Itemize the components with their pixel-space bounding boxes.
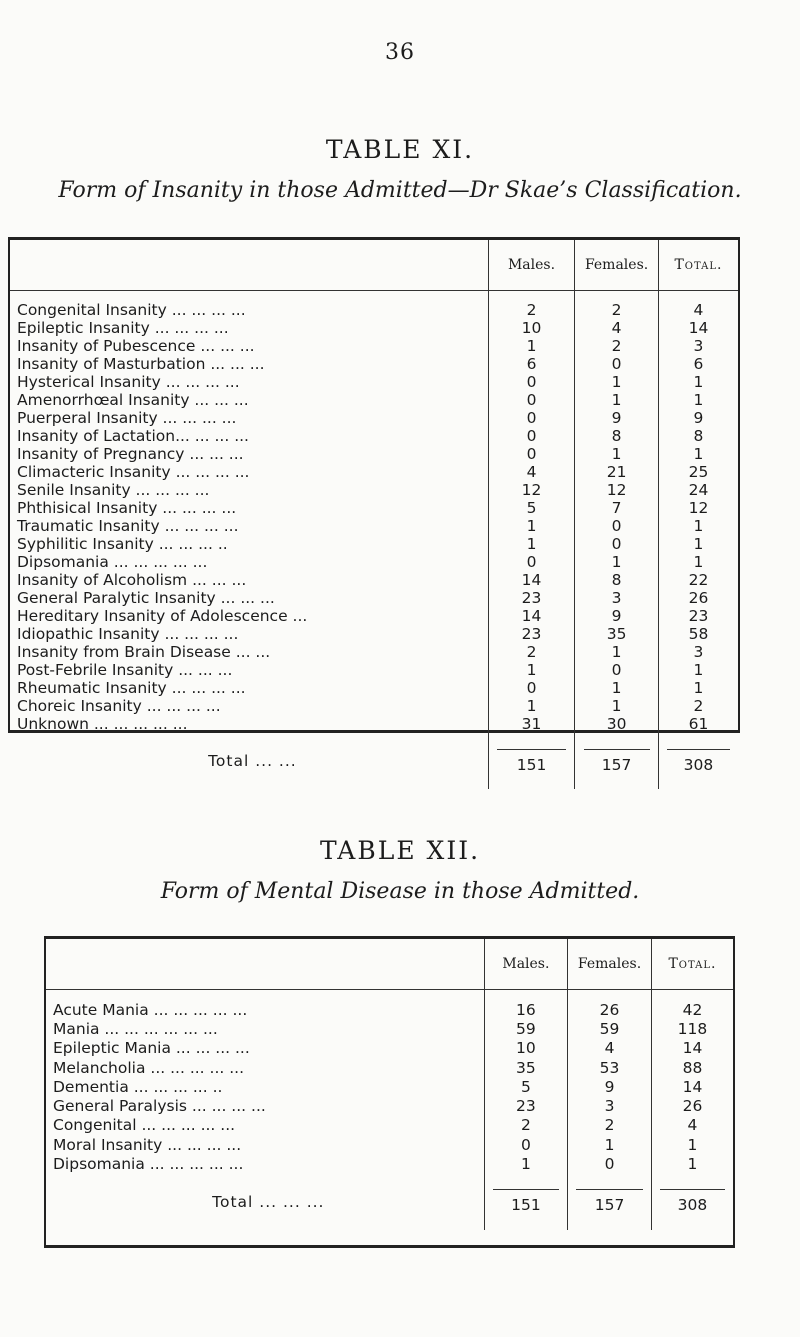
total-females-cell <box>568 1174 652 1230</box>
row-label: Moral Insanity ... ... ... ... <box>53 1135 242 1154</box>
row-total: 42 <box>651 1000 733 1019</box>
row-total: 1 <box>658 535 738 553</box>
table-row <box>10 463 738 481</box>
row-females: 1 <box>575 643 659 661</box>
row-males: 14 <box>488 607 574 625</box>
table-xii-header-total: Total. <box>651 939 733 990</box>
table-row <box>10 427 738 445</box>
row-label: Dipsomania ... ... ... ... ... <box>53 1155 244 1174</box>
row-total: 14 <box>658 319 738 337</box>
row-males: 5 <box>488 499 574 517</box>
table-row <box>10 445 738 463</box>
row-males: 23 <box>488 589 574 607</box>
total-males-cell <box>488 733 574 789</box>
table-xi-header-label <box>10 240 488 291</box>
row-males: 1 <box>488 337 574 355</box>
table-xii <box>46 939 733 1230</box>
row-females: 0 <box>575 517 659 535</box>
table-row <box>10 697 738 715</box>
row-label: Congenital Insanity ... ... ... ... <box>17 301 246 319</box>
table-xi-frame <box>8 237 740 774</box>
table-row <box>10 409 738 427</box>
row-males: 35 <box>484 1058 568 1077</box>
table-xi-header-females: Females. <box>575 240 659 291</box>
table-row <box>10 391 738 409</box>
row-label: Insanity of Lactation... ... ... ... <box>17 427 249 445</box>
row-total: 14 <box>651 1077 733 1096</box>
table-xi-header-males: Males. <box>488 240 574 291</box>
row-males: 1 <box>488 535 574 553</box>
row-females: 2 <box>575 301 659 319</box>
row-males: 1 <box>488 661 574 679</box>
table-xii-header-females: Females. <box>568 939 652 990</box>
row-males: 14 <box>488 571 574 589</box>
row-females: 9 <box>575 409 659 427</box>
total-total: 308 <box>667 749 730 774</box>
row-females: 21 <box>575 463 659 481</box>
row-females: 1 <box>575 373 659 391</box>
total-row <box>10 733 738 789</box>
table-row <box>10 337 738 355</box>
row-label: Phthisical Insanity ... ... ... ... <box>17 499 237 517</box>
row-females: 0 <box>575 661 659 679</box>
row-females: 3 <box>575 589 659 607</box>
table-row <box>10 661 738 679</box>
table-row <box>10 517 738 535</box>
table-row <box>10 373 738 391</box>
row-males: 10 <box>488 319 574 337</box>
row-label: Post-Febrile Insanity ... ... ... <box>17 661 233 679</box>
table-xi-title: TABLE XI. <box>325 135 475 164</box>
row-label: Melancholia ... ... ... ... ... <box>53 1058 245 1077</box>
row-females: 59 <box>568 1019 652 1038</box>
row-females: 12 <box>575 481 659 499</box>
row-total: 1 <box>658 553 738 571</box>
table-xii-frame <box>44 936 735 1248</box>
row-males: 0 <box>488 409 574 427</box>
table-row <box>10 355 738 373</box>
row-label: General Paralytic Insanity ... ... ... <box>17 589 275 607</box>
row-males: 23 <box>488 625 574 643</box>
table-row <box>46 1096 733 1115</box>
row-males: 23 <box>484 1096 568 1115</box>
row-label: Insanity of Alcoholism ... ... ... <box>17 571 247 589</box>
row-females: 1 <box>575 445 659 463</box>
row-males: 0 <box>484 1135 568 1154</box>
total-males: 151 <box>497 749 565 774</box>
row-label: Climacteric Insanity ... ... ... ... <box>17 463 250 481</box>
table-xii-title: TABLE XII. <box>319 836 481 865</box>
row-total: 22 <box>658 571 738 589</box>
row-total: 1 <box>658 391 738 409</box>
row-label: Dementia ... ... ... ... .. <box>53 1077 223 1096</box>
total-label: Total ... ... <box>208 752 297 770</box>
row-males: 0 <box>488 445 574 463</box>
row-males: 0 <box>488 373 574 391</box>
table-row <box>10 715 738 733</box>
row-males: 16 <box>484 1000 568 1019</box>
row-total: 26 <box>658 589 738 607</box>
table-row <box>10 643 738 661</box>
table-row <box>46 1077 733 1096</box>
row-females: 53 <box>568 1058 652 1077</box>
row-females: 9 <box>575 607 659 625</box>
row-total: 1 <box>651 1154 733 1173</box>
row-label: Dipsomania ... ... ... ... ... <box>17 553 208 571</box>
table-row <box>46 1019 733 1038</box>
row-total: 3 <box>658 643 738 661</box>
row-females: 1 <box>575 697 659 715</box>
row-total: 118 <box>651 1019 733 1038</box>
row-females: 0 <box>575 535 659 553</box>
table-xi-subtitle: Form of Insanity in those Admitted—Dr Skae’s Classification. <box>58 178 742 203</box>
row-total: 26 <box>651 1096 733 1115</box>
row-label: Traumatic Insanity ... ... ... ... <box>17 517 239 535</box>
row-total: 1 <box>658 679 738 697</box>
total-total: 308 <box>660 1189 725 1214</box>
row-label: Epileptic Insanity ... ... ... ... <box>17 319 229 337</box>
table-row <box>10 589 738 607</box>
table-row <box>10 481 738 499</box>
row-females: 1 <box>575 553 659 571</box>
table-row <box>46 1039 733 1058</box>
row-label: Senile Insanity ... ... ... ... <box>17 481 210 499</box>
row-total: 3 <box>658 337 738 355</box>
row-total: 6 <box>658 355 738 373</box>
total-row <box>46 1174 733 1230</box>
page-number: 36 <box>385 40 415 65</box>
table-row <box>46 1058 733 1077</box>
total-total-cell <box>651 1174 733 1230</box>
row-females: 7 <box>575 499 659 517</box>
row-label: Hysterical Insanity ... ... ... ... <box>17 373 240 391</box>
row-total: 4 <box>658 301 738 319</box>
row-label: Rheumatic Insanity ... ... ... ... <box>17 679 246 697</box>
row-label: Insanity of Pregnancy ... ... ... <box>17 445 244 463</box>
table-row <box>10 607 738 625</box>
row-label: Idiopathic Insanity ... ... ... ... <box>17 625 239 643</box>
row-total: 4 <box>651 1116 733 1135</box>
table-xi-header-total: Total. <box>658 240 738 291</box>
row-total: 1 <box>658 517 738 535</box>
row-label: Syphilitic Insanity ... ... ... .. <box>17 535 228 553</box>
row-total: 88 <box>651 1058 733 1077</box>
row-males: 2 <box>488 301 574 319</box>
table-xi <box>10 240 738 789</box>
row-label: Unknown ... ... ... ... ... <box>17 715 188 733</box>
row-males: 2 <box>488 643 574 661</box>
row-males: 1 <box>484 1154 568 1173</box>
total-males: 151 <box>493 1189 559 1214</box>
row-label: Amenorrhœal Insanity ... ... ... <box>17 391 249 409</box>
row-total: 1 <box>658 445 738 463</box>
row-label: Epileptic Mania ... ... ... ... <box>53 1039 250 1058</box>
table-row <box>46 1116 733 1135</box>
row-total: 1 <box>658 661 738 679</box>
total-females: 157 <box>584 749 650 774</box>
table-row <box>10 553 738 571</box>
row-label: Choreic Insanity ... ... ... ... <box>17 697 221 715</box>
table-row <box>10 571 738 589</box>
row-females: 2 <box>568 1116 652 1135</box>
table-row <box>46 1000 733 1019</box>
row-males: 0 <box>488 391 574 409</box>
row-females: 1 <box>575 679 659 697</box>
row-males: 1 <box>488 517 574 535</box>
row-males: 12 <box>488 481 574 499</box>
row-females: 8 <box>575 427 659 445</box>
row-females: 35 <box>575 625 659 643</box>
table-row <box>10 625 738 643</box>
total-females-cell <box>575 733 659 789</box>
row-total: 61 <box>658 715 738 733</box>
row-males: 4 <box>488 463 574 481</box>
row-females: 1 <box>575 391 659 409</box>
table-xii-header-label <box>46 939 484 990</box>
row-total: 23 <box>658 607 738 625</box>
total-label: Total ... ... ... <box>212 1192 325 1211</box>
row-label: Mania ... ... ... ... ... ... <box>53 1019 218 1038</box>
table-row <box>10 535 738 553</box>
row-females: 0 <box>575 355 659 373</box>
table-xii-header-males: Males. <box>484 939 568 990</box>
row-label: Acute Mania ... ... ... ... ... <box>53 1000 248 1019</box>
row-label: Insanity from Brain Disease ... ... <box>17 643 271 661</box>
row-females: 9 <box>568 1077 652 1096</box>
total-males-cell <box>484 1174 568 1230</box>
row-label: Hereditary Insanity of Adolescence ... <box>17 607 308 625</box>
row-total: 24 <box>658 481 738 499</box>
table-xii-subtitle: Form of Mental Disease in those Admitted. <box>160 879 640 904</box>
row-females: 8 <box>575 571 659 589</box>
row-total: 14 <box>651 1039 733 1058</box>
table-row <box>10 679 738 697</box>
row-females: 30 <box>575 715 659 733</box>
table-row <box>10 301 738 319</box>
row-males: 0 <box>488 427 574 445</box>
row-males: 0 <box>488 553 574 571</box>
row-total: 58 <box>658 625 738 643</box>
row-females: 26 <box>568 1000 652 1019</box>
row-males: 1 <box>488 697 574 715</box>
row-females: 3 <box>568 1096 652 1115</box>
row-males: 5 <box>484 1077 568 1096</box>
row-females: 0 <box>568 1154 652 1173</box>
total-total-cell <box>658 733 738 789</box>
row-label: Congenital ... ... ... ... ... <box>53 1116 236 1135</box>
table-row <box>10 319 738 337</box>
row-total: 1 <box>658 373 738 391</box>
table-row <box>46 1154 733 1173</box>
row-total: 12 <box>658 499 738 517</box>
row-total: 9 <box>658 409 738 427</box>
row-total: 25 <box>658 463 738 481</box>
row-label: Puerperal Insanity ... ... ... ... <box>17 409 237 427</box>
total-females: 157 <box>576 1189 642 1214</box>
table-row <box>46 1135 733 1154</box>
row-males: 10 <box>484 1039 568 1058</box>
row-females: 4 <box>568 1039 652 1058</box>
row-males: 6 <box>488 355 574 373</box>
table-row <box>10 499 738 517</box>
row-males: 0 <box>488 679 574 697</box>
row-males: 31 <box>488 715 574 733</box>
row-females: 1 <box>568 1135 652 1154</box>
row-females: 4 <box>575 319 659 337</box>
row-total: 2 <box>658 697 738 715</box>
row-label: Insanity of Pubescence ... ... ... <box>17 337 255 355</box>
row-total: 8 <box>658 427 738 445</box>
row-females: 2 <box>575 337 659 355</box>
row-label: Insanity of Masturbation ... ... ... <box>17 355 265 373</box>
row-total: 1 <box>651 1135 733 1154</box>
row-males: 59 <box>484 1019 568 1038</box>
row-label: General Paralysis ... ... ... ... <box>53 1097 266 1116</box>
row-males: 2 <box>484 1116 568 1135</box>
